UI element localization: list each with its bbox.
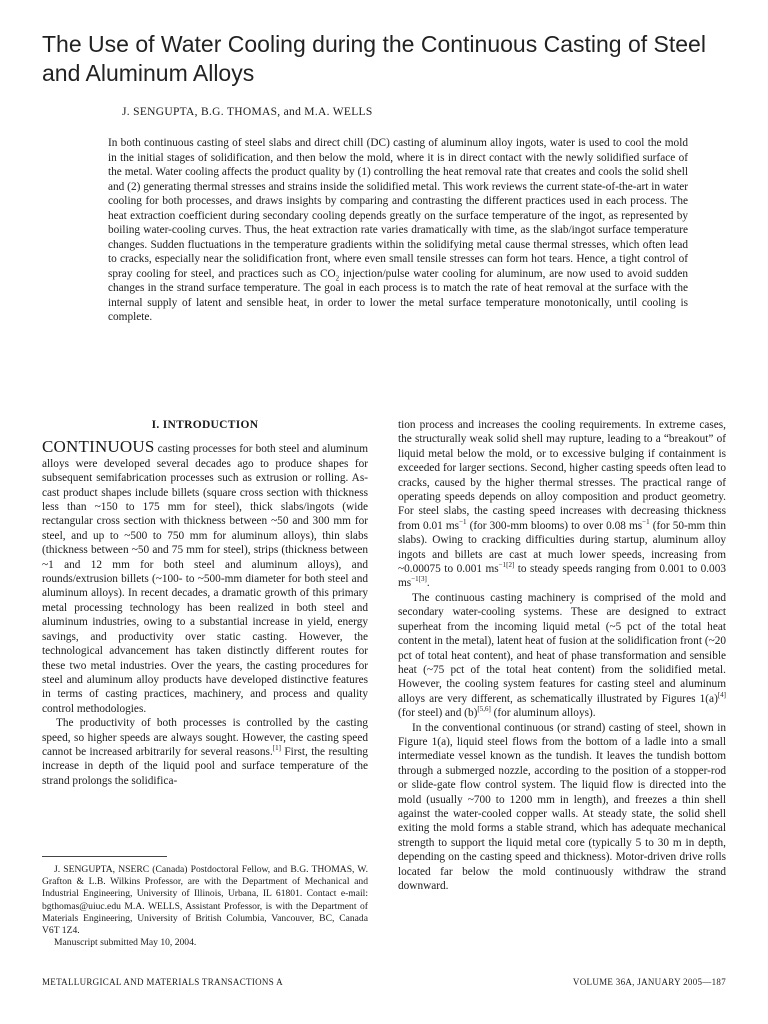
abstract-text-1: In both continuous casting of steel slabs and direct chill (DC) casting of aluminum alloy ingots, water is used to cool the mold in the initial stages of solidification, and then below the mold, where it is in direct contact with the newly solidified surface of the metal. Water cooling affects the product quality by (1) controlling the heat removal rate that creates and cools the solid shell and (2) generating thermal stresses and strains inside the solidified metal. This work reviews the current state-of-the-art in water cooling for both processes, and draws insights by comparing and contrasting the different practices used in each process. The heat extraction coefficient during secondary cooling depends greatly on the surface temperature of the ingot, as represented by boiling water-cooling curves. Thus, the heat extraction rate varies dramatically with time, as the slab/ingot surface temperature changes. Sudden fluctuations in the temperature gradients within the solidifying metal cause thermal stresses, which often lead to cracks, especially near the solidification front, where even small tensile stresses can form hot tears. Hence, a tight control of spray cooling for steel, and practices such as CO xyxy=(108,137,688,280)
intro-paragraph-1-text: casting processes for both steel and aluminum alloys were developed several decades ago to produce shapes for subsequent semifabrication processes such as extrusion or rolling. As-cast product shapes include billets (square cross section with thickness less than ~150 to 175 mm for steel), thick slabs/ingots (wide rectangular cross section with thickness between ~50 and 300 mm for steel, and up to ~500 to 750 mm for aluminum alloys), thin slabs (thickness between ~50 and 75 mm for steel), strips (thickness between ~1 and 12 mm for both steel and aluminum alloys), and rounds/extrusion billets (~100- to ~500-mm diameter for both steel and aluminum alloys). In recent decades, a dramatic growth of this primary metal processing technology has been realized in both steel and aluminum industries, owing to a substantial increase in yield, energy savings, and productivity over static casting. However, the technological advancement has taken distinctly different routes for these two metal industries. Over the years, the casting procedures for steel and aluminum alloy products have developed distinctive features in terms of casting practices, machinery, and process and quality control methodologies. xyxy=(42,443,368,715)
intro-paragraph-2-text-a: The productivity of both processes is controlled by the casting speed, so higher speeds are always sought. However, the casting speed cannot be increased arbitrarily for several reasons. xyxy=(42,717,368,758)
abstract-text-2: injection/pulse water cooling for aluminum, are now used to avoid sudden changes in the strand surface temperature. The goal in each process is to match the rate of heat removal at the surface with the internal supply of latent and sensible heat, in order to lower the metal surface temperature monotonically, until cooling is complete. xyxy=(108,267,688,323)
superscript-neg1-a: −1 xyxy=(459,518,467,527)
citation-ref-4: [4] xyxy=(717,690,726,699)
right-p1-text-c: (for 50-mm thin slabs). Owing to cracking difficulties during startup, aluminum alloy ingots and billets are cast at much lower speeds, increasing from ~0.00075 to 0.001 ms xyxy=(398,519,726,576)
right-paragraph-2 xyxy=(398,591,726,721)
citation-ref-3: −1[3] xyxy=(411,575,427,584)
right-paragraph-3: In the conventional continuous (or strand) casting of steel, shown in Figure 1(a), liquid steel flows from the bottom of a ladle into a small intermediate vessel known as the tundish. It leaves the tundish bottom through a submerged nozzle, according to the position of a stopper-rod or slide-gate flow control system. The liquid flow is directed into the mold (usually ~700 to 1200 mm in length), and freezes a thin shell against the water-cooled copper walls. At steady state, the solid shell exiting the mold forms a stable strand, which has adequate mechanical strength to support the liquid metal core (typically 5 to 30 m in depth, depending on the casting speed and thickness). Motor-driven drive rolls located far below the mold continuously withdraw the strand downward. xyxy=(398,721,726,892)
intro-paragraph-2 xyxy=(42,716,368,788)
right-p1-text-d: to steady speeds ranging from 0.001 to 0.003 ms xyxy=(398,563,726,590)
intro-paragraph-1 xyxy=(42,437,368,716)
abstract-subscript: 2 xyxy=(335,273,340,282)
section-heading: I. INTRODUCTION xyxy=(151,419,259,431)
right-p2-text-a: The continuous casting machinery is comprised of the mold and secondary water-cooling systems. These are designed to extract superheat from the incoming liquid metal (~5 pct of the total heat content in the metal), latent heat of fusion at the solidification front (~20 pct of total heat content), and heat of phase transformation and sensible heat (~75 pct of the total heat content) from the solidified metal. However, the cooling system features for casting steel and aluminum alloys are very different, as schematically illustrated by Figures 1(a) xyxy=(398,591,726,705)
right-paragraph-1 xyxy=(398,418,726,591)
superscript-neg1-b: −1 xyxy=(642,518,650,527)
drop-cap-word: CONTINUOUS xyxy=(42,437,155,457)
paper-title: The Use of Water Cooling during the Continuous Casting of Steel and Aluminum Alloys xyxy=(42,31,706,86)
right-p1-text-b: (for 300-mm blooms) to over 0.08 ms xyxy=(466,519,643,532)
citation-ref-5-6: [5,6] xyxy=(477,705,491,714)
right-p1-text-e: . xyxy=(426,577,430,590)
citation-ref-2: −1[2] xyxy=(498,561,515,570)
footnote-submission-date: Manuscript submitted May 10, 2004. xyxy=(54,937,197,949)
right-p2-text-b: (for steel) and (b) xyxy=(398,707,478,720)
abstract xyxy=(108,136,688,325)
right-p2-text-c: (for aluminum alloys). xyxy=(490,707,596,720)
volume-page-footer: VOLUME 36A, JANUARY 2005—187 xyxy=(572,977,726,987)
footnote xyxy=(42,864,368,949)
footnote-divider xyxy=(42,856,167,857)
right-column xyxy=(398,418,726,893)
author-list: J. SENGUPTA, B.G. THOMAS, and M.A. WELLS xyxy=(122,106,373,118)
footnote-affiliations: J. SENGUPTA, NSERC (Canada) Postdoctoral Fellow, and B.G. THOMAS, W. Grafton & L.B. Wilkins Professor, are with the Department of Mechanical and Industrial Engineering, University of Illinois, Urbana, IL 61801. Contact e-mail: bgthomas@uiuc.edu M.A. WELLS, Assistant Professor, is with the Department of Materials Engineering, University of British Columbia, Vancouver, BC, Canada V6T 1Z4. xyxy=(42,864,368,937)
left-column xyxy=(42,416,368,788)
intro-paragraph-2-text-b: First, the resulting increase in depth of the liquid pool and surface temperature of the strand prolongs the solidifica- xyxy=(42,745,368,787)
journal-name-footer: METALLURGICAL AND MATERIALS TRANSACTIONS A xyxy=(42,977,283,987)
citation-ref-1: [1] xyxy=(272,744,281,753)
right-p1-text-a: tion process and increases the cooling requirements. In extreme cases, the structurally weak solid shell may rupture, leading to a “breakout” of liquid metal below the mold, or to excessive bulging if containment is exceeded for larger sections. Second, higher casting speeds often lead to cracks, caused by the higher thermal stresses. The practical range of operating speeds depends on alloy composition and product geometry. For steel slabs, the casting speed increases with decreasing thickness from 0.01 ms xyxy=(398,419,726,532)
